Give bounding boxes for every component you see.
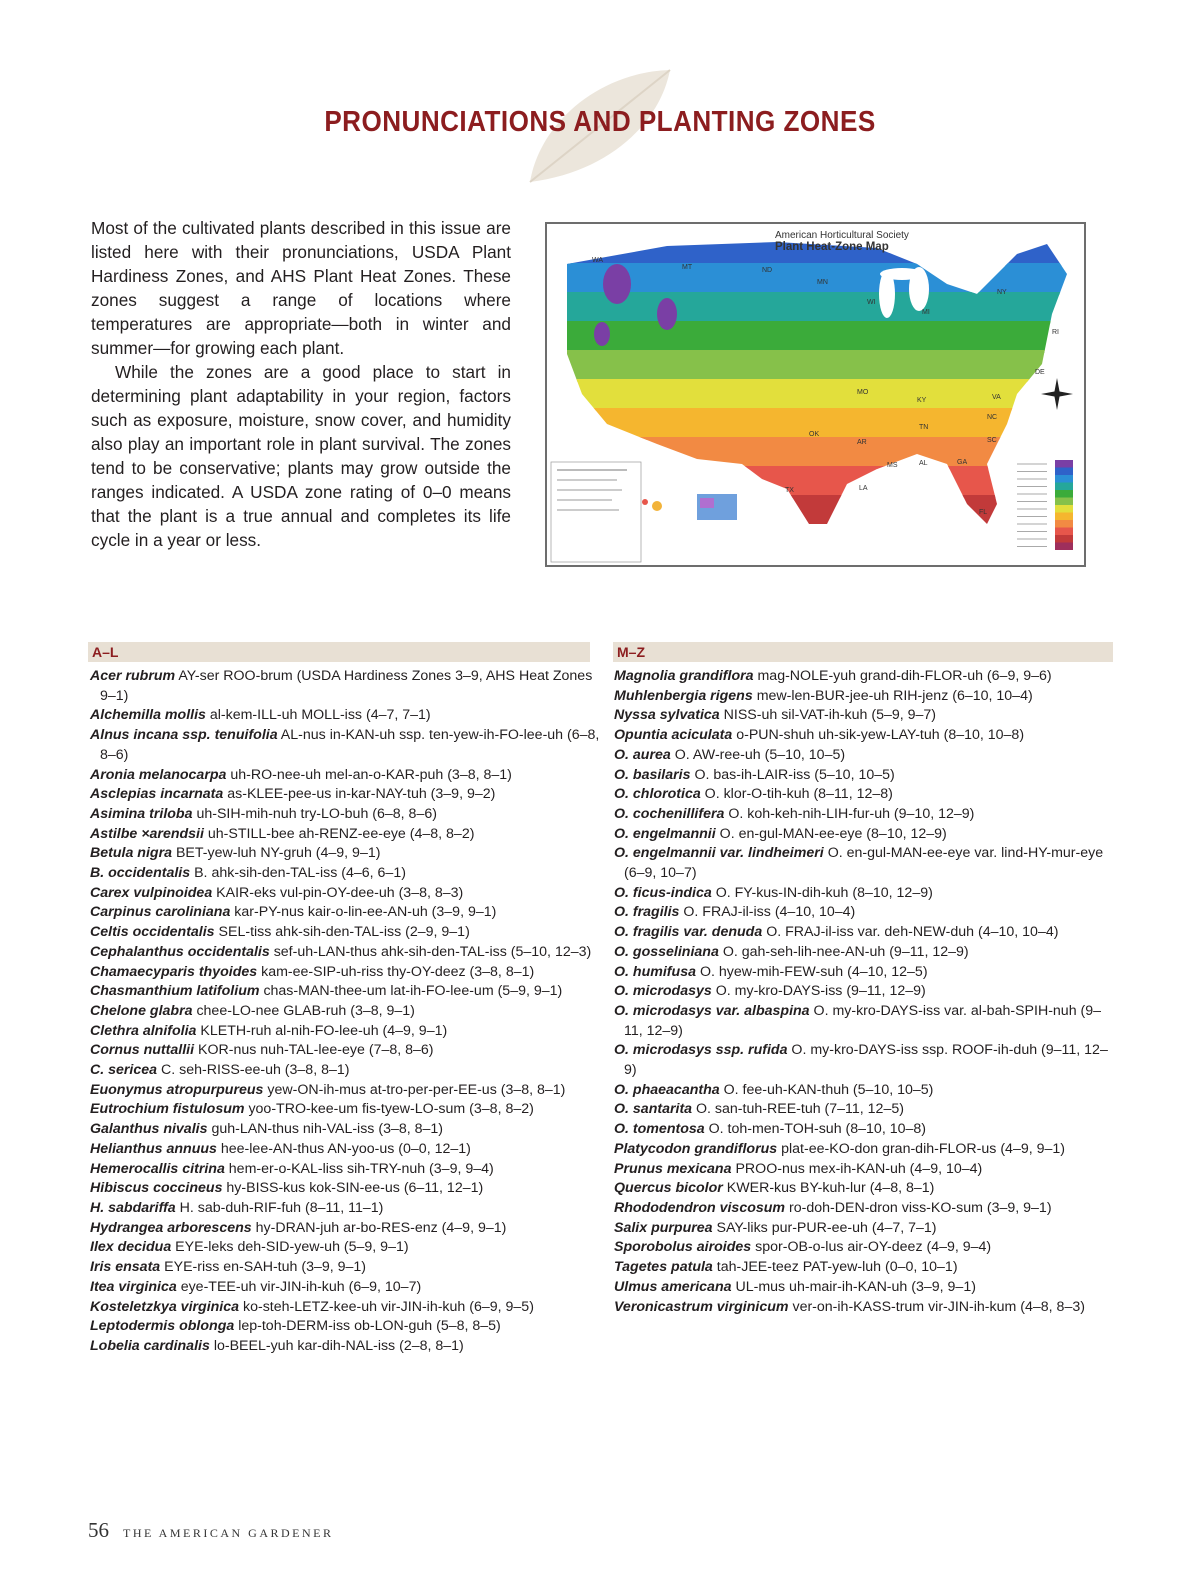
- plant-botanical-name: Eutrochium fistulosum: [90, 1101, 245, 1118]
- plant-pronunciation: hy-DRAN-juh ar-bo-RES-enz (4–9, 9–1): [255, 1219, 507, 1236]
- plant-entry: [614, 1160, 1114, 1180]
- state-label: NY: [997, 289, 1007, 296]
- page-footer: [88, 1518, 334, 1543]
- plant-botanical-name: O. phaeacantha: [614, 1081, 720, 1098]
- legend-swatch: [1055, 535, 1073, 543]
- intro-paragraph-1: Most of the cultivated plants described in this issue are listed here with their pronunciations, USDA Plant Hardiness Zones, and AHS Plant Heat Zones. These zones suggest a range of locations where temperatures are appropriate—both in winter and summer—for growing each plant.: [91, 218, 511, 358]
- state-label: AL: [919, 460, 928, 467]
- plant-entry: [90, 1160, 600, 1180]
- magazine-name: THE AMERICAN GARDENER: [123, 1526, 334, 1540]
- plant-pronunciation: SEL-tiss ahk-sih-den-TAL-iss (2–9, 9–1): [218, 924, 470, 941]
- plant-botanical-name: O. microdasys: [614, 983, 712, 1000]
- state-label: MO: [857, 389, 869, 396]
- plant-pronunciation: al-kem-ILL-uh MOLL-iss (4–7, 7–1): [209, 707, 431, 724]
- plant-pronunciation: ko-steh-LETZ-kee-uh vir-JIN-ih-kuh (6–9, 9–5): [242, 1298, 534, 1315]
- plant-botanical-name: Asclepias incarnata: [90, 786, 224, 803]
- plant-pronunciation: mew-len-BUR-jee-uh RIH-jenz (6–10, 10–4): [756, 687, 1033, 704]
- plant-pronunciation: O. klor-O-tih-kuh (8–11, 12–8): [704, 786, 893, 803]
- plant-entry: [90, 982, 600, 1002]
- plant-entry: [614, 1120, 1114, 1140]
- plant-entry: [90, 1100, 600, 1120]
- plant-entry: [614, 982, 1114, 1002]
- plant-entry: [90, 844, 600, 864]
- plant-entry: [90, 766, 600, 786]
- plant-botanical-name: Alchemilla mollis: [90, 707, 206, 724]
- plant-botanical-name: Quercus bicolor: [614, 1180, 723, 1197]
- plant-entry: [614, 805, 1114, 825]
- plant-botanical-name: Alnus incana ssp. tenuifolia: [90, 727, 278, 744]
- plant-entry: [90, 785, 600, 805]
- zone-band: [547, 379, 1084, 411]
- plant-entry: [614, 687, 1114, 707]
- plant-pronunciation: BET-yew-luh NY-gruh (4–9, 9–1): [175, 845, 381, 862]
- plant-pronunciation: O. fee-uh-KAN-thuh (5–10, 10–5): [723, 1081, 934, 1098]
- heat-zone-map: [545, 222, 1086, 567]
- plant-entry: [614, 766, 1114, 786]
- plant-list-m-z: [614, 667, 1114, 1317]
- plant-entry: [614, 923, 1114, 943]
- plant-entry: [90, 1337, 600, 1357]
- plant-entry: [90, 1140, 600, 1160]
- plant-botanical-name: Carpinus caroliniana: [90, 904, 231, 921]
- state-label: NC: [987, 414, 998, 421]
- plant-botanical-name: B. occidentalis: [90, 865, 191, 882]
- plant-botanical-name: Hemerocallis citrina: [90, 1160, 225, 1177]
- zone-patch: [657, 298, 677, 330]
- plant-entry: [90, 1022, 600, 1042]
- plant-botanical-name: Prunus mexicana: [614, 1160, 732, 1177]
- plant-pronunciation: EYE-riss en-SAH-tuh (3–9, 9–1): [164, 1259, 367, 1276]
- plant-botanical-name: O. microdasys ssp. rufida: [614, 1042, 788, 1059]
- plant-entry: [90, 884, 600, 904]
- plant-entry: [90, 1120, 600, 1140]
- legend-swatch: [1055, 468, 1073, 476]
- plant-pronunciation: O. san-tuh-REE-tuh (7–11, 12–5): [696, 1101, 904, 1118]
- state-label: FL: [979, 509, 988, 516]
- plant-botanical-name: Betula nigra: [90, 845, 172, 862]
- legend-swatch: [1055, 543, 1073, 551]
- plant-botanical-name: O. santarita: [614, 1101, 693, 1118]
- plant-entry: [90, 1041, 600, 1061]
- plant-pronunciation: O. bas-ih-LAIR-iss (5–10, 10–5): [694, 766, 895, 783]
- zone-band: [547, 321, 1084, 353]
- plant-pronunciation: AL-nus in-KAN-uh ssp. ten-yew-ih-FO-lee-uh (6–8, 8–6): [100, 727, 600, 763]
- plant-pronunciation: KLETH-ruh al-nih-FO-lee-uh (4–9, 9–1): [200, 1022, 448, 1039]
- plant-pronunciation: lo-BEEL-yuh kar-dih-NAL-iss (2–8, 8–1): [213, 1337, 464, 1354]
- plant-pronunciation: O. koh-keh-nih-LIH-fur-uh (9–10, 12–9): [728, 805, 975, 822]
- page-title: PRONUNCIATIONS AND PLANTING ZONES: [324, 106, 876, 138]
- state-label: AR: [857, 439, 867, 446]
- intro-text: [91, 216, 511, 552]
- plant-pronunciation: plat-ee-KO-don gran-dih-FLOR-us (4–9, 9–1): [781, 1140, 1066, 1157]
- plant-pronunciation: O. toh-men-TOH-suh (8–10, 10–8): [708, 1121, 926, 1138]
- plant-pronunciation: chas-MAN-thee-um lat-ih-FO-lee-um (5–9, 9–1): [263, 983, 563, 1000]
- plant-entry: [614, 1041, 1114, 1080]
- plant-pronunciation: uh-STILL-bee ah-RENZ-ee-eye (4–8, 8–2): [207, 825, 475, 842]
- map-title: Plant Heat-Zone Map: [775, 241, 889, 253]
- legend-swatch: [1055, 498, 1073, 506]
- section-header-a-l: A–L: [88, 642, 590, 662]
- plant-botanical-name: Nyssa sylvatica: [614, 707, 720, 724]
- plant-list-a-l: [90, 667, 600, 1357]
- plant-entry: [614, 1258, 1114, 1278]
- plant-botanical-name: Opuntia aciculata: [614, 727, 733, 744]
- plant-botanical-name: Clethra alnifolia: [90, 1022, 197, 1039]
- state-label: RI: [1052, 329, 1059, 336]
- page-number: 56: [88, 1518, 109, 1542]
- plant-entry: [90, 825, 600, 845]
- plant-botanical-name: O. aurea: [614, 746, 671, 763]
- plant-entry: [614, 884, 1114, 904]
- state-label: MT: [682, 264, 693, 271]
- plant-entry: [614, 667, 1114, 687]
- plant-pronunciation: SAY-liks pur-PUR-ee-uh (4–7, 7–1): [716, 1219, 937, 1236]
- plant-pronunciation: guh-LAN-thus nih-VAL-iss (3–8, 8–1): [211, 1121, 444, 1138]
- state-label: TN: [919, 424, 929, 431]
- section-header-m-z: M–Z: [613, 642, 1113, 662]
- plant-botanical-name: Lobelia cardinalis: [90, 1337, 210, 1354]
- plant-pronunciation: O. FY-kus-IN-dih-kuh (8–10, 12–9): [715, 884, 933, 901]
- plant-botanical-name: Asimina triloba: [90, 805, 193, 822]
- plant-entry: [90, 923, 600, 943]
- state-label: MS: [887, 462, 898, 469]
- legend-swatch: [1055, 490, 1073, 498]
- heat-zone-map-graphic: [547, 224, 1084, 565]
- plant-botanical-name: Euonymus atropurpureus: [90, 1081, 264, 1098]
- plant-pronunciation: KWER-kus BY-kuh-lur (4–8, 8–1): [726, 1180, 935, 1197]
- plant-botanical-name: Leptodermis oblonga: [90, 1318, 235, 1335]
- zone-patch: [594, 322, 610, 346]
- state-label: LA: [859, 485, 868, 492]
- plant-pronunciation: yew-ON-ih-mus at-tro-per-per-EE-us (3–8, 8–1): [267, 1081, 566, 1098]
- plant-pronunciation: H. sab-duh-RIF-fuh (8–11, 11–1): [179, 1199, 384, 1216]
- plant-botanical-name: Chasmanthium latifolium: [90, 983, 260, 1000]
- plant-entry: [90, 667, 600, 706]
- state-label: DE: [1035, 369, 1045, 376]
- state-label: MN: [817, 279, 828, 286]
- plant-botanical-name: O. engelmannii var. lindheimeri: [614, 845, 824, 862]
- plant-botanical-name: Ulmus americana: [614, 1278, 732, 1295]
- plant-botanical-name: Ilex decidua: [90, 1239, 172, 1256]
- plant-entry: [90, 1179, 600, 1199]
- plant-entry: [90, 1219, 600, 1239]
- plant-pronunciation: O. AW-ree-uh (5–10, 10–5): [674, 746, 846, 763]
- plant-botanical-name: Sporobolus airoides: [614, 1239, 752, 1256]
- intro-paragraph-2: While the zones are a good place to start in determining plant adaptability in your region, factors such as exposure, moisture, snow cover, and humidity also play an important role in plant survival. The zones tend to be conservative; plants may grow outside the ranges indicated. A USDA zone rating of 0–0 means that the plant is a true annual and completes its life cycle in a year or less.: [91, 362, 511, 550]
- plant-pronunciation: kam-ee-SIP-uh-riss thy-OY-deez (3–8, 8–1): [261, 963, 535, 980]
- plant-botanical-name: O. engelmannii: [614, 825, 716, 842]
- plant-botanical-name: Salix purpurea: [614, 1219, 713, 1236]
- plant-pronunciation: chee-LO-nee GLAB-ruh (3–8, 9–1): [196, 1002, 415, 1019]
- plant-pronunciation: B. ahk-sih-den-TAL-iss (4–6, 6–1): [194, 865, 406, 882]
- plant-entry: [614, 1100, 1114, 1120]
- plant-pronunciation: KAIR-eks vul-pin-OY-dee-uh (3–8, 8–3): [216, 884, 464, 901]
- hawaii-inset: [652, 501, 662, 511]
- state-label: VA: [992, 394, 1001, 401]
- plant-entry: [614, 1081, 1114, 1101]
- plant-entry: [614, 706, 1114, 726]
- plant-entry: [90, 1061, 600, 1081]
- plant-botanical-name: Magnolia grandiflora: [614, 668, 754, 684]
- plant-botanical-name: O. fragilis var. denuda: [614, 924, 763, 941]
- plant-botanical-name: O. chlorotica: [614, 786, 701, 803]
- plant-pronunciation: KOR-nus nuh-TAL-lee-eye (7–8, 8–6): [198, 1042, 434, 1059]
- plant-entry: [614, 1179, 1114, 1199]
- state-label: MI: [922, 309, 930, 316]
- state-label: TX: [785, 487, 794, 494]
- plant-botanical-name: O. fragilis: [614, 904, 680, 921]
- lake: [880, 268, 924, 280]
- state-label: WA: [592, 257, 604, 264]
- plant-pronunciation: tah-JEE-teez PAT-yew-luh (0–0, 10–1): [716, 1259, 958, 1276]
- plant-entry: [90, 1278, 600, 1298]
- plant-botanical-name: O. cochenillifera: [614, 805, 725, 822]
- state-label: SC: [987, 437, 997, 444]
- plant-botanical-name: Cornus nuttallii: [90, 1042, 195, 1059]
- legend-swatch: [1055, 513, 1073, 521]
- plant-pronunciation: ver-on-ih-KASS-trum vir-JIN-ih-kum (4–8, 8–3): [792, 1298, 1085, 1315]
- plant-entry: [614, 1140, 1114, 1160]
- plant-pronunciation: spor-OB-o-lus air-OY-deez (4–9, 9–4): [755, 1239, 992, 1256]
- plant-entry: [614, 726, 1114, 746]
- plant-botanical-name: O. gosseliniana: [614, 943, 719, 960]
- legend-swatch: [1055, 460, 1073, 468]
- plant-entry: [614, 844, 1114, 883]
- plant-botanical-name: Hydrangea arborescens: [90, 1219, 252, 1236]
- plant-entry: [90, 1081, 600, 1101]
- plant-pronunciation: UL-mus uh-mair-ih-KAN-uh (3–9, 9–1): [735, 1278, 976, 1295]
- plant-botanical-name: Hibiscus coccineus: [90, 1180, 223, 1197]
- plant-pronunciation: yoo-TRO-kee-um fis-tyew-LO-sum (3–8, 8–2): [248, 1101, 534, 1118]
- plant-entry: [90, 805, 600, 825]
- plant-entry: [614, 746, 1114, 766]
- plant-pronunciation: uh-SIH-mih-nuh try-LO-buh (6–8, 8–6): [196, 805, 437, 822]
- zone-band: [547, 350, 1084, 382]
- plant-botanical-name: Chamaecyparis thyoides: [90, 963, 258, 980]
- plant-entry: [90, 706, 600, 726]
- plant-botanical-name: O. tomentosa: [614, 1121, 705, 1138]
- plant-pronunciation: uh-RO-nee-uh mel-an-o-KAR-puh (3–8, 8–1): [230, 766, 512, 783]
- plant-pronunciation: O. FRAJ-il-iss var. deh-NEW-duh (4–10, 10–4): [766, 924, 1059, 941]
- plant-entry: [90, 1258, 600, 1278]
- plant-pronunciation: O. en-gul-MAN-ee-eye (8–10, 12–9): [719, 825, 947, 842]
- plant-botanical-name: Itea virginica: [90, 1278, 177, 1295]
- plant-entry: [614, 1278, 1114, 1298]
- plant-botanical-name: Astilbe ×arendsii: [90, 825, 204, 842]
- plant-botanical-name: Helianthus annuus: [90, 1140, 217, 1157]
- plant-botanical-name: Rhododendron viscosum: [614, 1199, 786, 1216]
- state-label: OK: [809, 431, 820, 438]
- plant-botanical-name: O. humifusa: [614, 963, 696, 980]
- plant-botanical-name: Cephalanthus occidentalis: [90, 943, 270, 960]
- plant-pronunciation: ro-doh-DEN-dron viss-KO-sum (3–9, 9–1): [789, 1199, 1052, 1216]
- plant-pronunciation: AY-ser ROO-brum (USDA Hardiness Zones 3–9, AHS Heat Zones 9–1): [100, 668, 593, 704]
- plant-entry: [90, 963, 600, 983]
- plant-entry: [614, 943, 1114, 963]
- plant-botanical-name: Celtis occidentalis: [90, 924, 215, 941]
- plant-pronunciation: O. my-kro-DAYS-iss (9–11, 12–9): [715, 983, 926, 1000]
- legend-swatch: [1055, 475, 1073, 483]
- plant-pronunciation: O. en-gul-MAN-ee-eye var. lind-HY-mur-eye (6–9, 10–7): [624, 845, 1104, 882]
- legend-swatch: [1055, 520, 1073, 528]
- plant-botanical-name: O. ficus-indica: [614, 884, 712, 901]
- plant-pronunciation: lep-toh-DERM-iss ob-LON-guh (5–8, 8–5): [238, 1318, 501, 1335]
- plant-entry: [90, 903, 600, 923]
- plant-pronunciation: kar-PY-nus kair-o-lin-ee-AN-uh (3–9, 9–1): [234, 904, 497, 921]
- plant-botanical-name: Platycodon grandiflorus: [614, 1140, 778, 1157]
- plant-pronunciation: O. FRAJ-il-iss (4–10, 10–4): [683, 904, 856, 921]
- plant-botanical-name: Chelone glabra: [90, 1002, 193, 1019]
- plant-pronunciation: o-PUN-shuh uh-sik-yew-LAY-tuh (8–10, 10–8): [736, 727, 1025, 744]
- plant-entry: [614, 1199, 1114, 1219]
- plant-entry: [90, 864, 600, 884]
- state-label: ND: [762, 267, 773, 274]
- plant-entry: [90, 726, 600, 765]
- plant-botanical-name: Carex vulpinoidea: [90, 884, 213, 901]
- plant-entry: [90, 1238, 600, 1258]
- zone-patch: [603, 264, 631, 304]
- plant-pronunciation: O. gah-seh-lih-nee-AN-uh (9–11, 12–9): [722, 943, 969, 960]
- legend-swatch: [1055, 505, 1073, 513]
- plant-entry: [614, 1238, 1114, 1258]
- plant-entry: [90, 1317, 600, 1337]
- plant-pronunciation: hy-BISS-kus kok-SIN-ee-us (6–11, 12–1): [226, 1180, 484, 1197]
- plant-botanical-name: Muhlenbergia rigens: [614, 687, 753, 704]
- plant-botanical-name: Acer rubrum: [90, 668, 176, 684]
- plant-botanical-name: O. basilaris: [614, 766, 691, 783]
- plant-pronunciation: eye-TEE-uh vir-JIN-ih-kuh (6–9, 10–7): [180, 1278, 422, 1295]
- plant-entry: [614, 903, 1114, 923]
- map-publisher: American Horticultural Society: [775, 230, 909, 241]
- plant-botanical-name: C. sericea: [90, 1062, 158, 1079]
- plant-entry: [614, 825, 1114, 845]
- plant-entry: [90, 943, 600, 963]
- plant-pronunciation: EYE-leks deh-SID-yew-uh (5–9, 9–1): [175, 1239, 409, 1256]
- plant-entry: [614, 963, 1114, 983]
- plant-pronunciation: hee-lee-AN-thus AN-yoo-us (0–0, 12–1): [220, 1140, 471, 1157]
- plant-entry: [614, 1298, 1114, 1318]
- plant-botanical-name: Veronicastrum virginicum: [614, 1298, 789, 1315]
- plant-entry: [90, 1298, 600, 1318]
- plant-botanical-name: Aronia melanocarpa: [90, 766, 227, 783]
- plant-pronunciation: O. hyew-mih-FEW-suh (4–10, 12–5): [699, 963, 928, 980]
- plant-pronunciation: PROO-nus mex-ih-KAN-uh (4–9, 10–4): [735, 1160, 983, 1177]
- plant-entry: [90, 1199, 600, 1219]
- plant-botanical-name: O. microdasys var. albaspina: [614, 1002, 810, 1019]
- legend-swatch: [1055, 483, 1073, 491]
- plant-botanical-name: H. sabdariffa: [90, 1199, 176, 1216]
- plant-entry: [90, 1002, 600, 1022]
- plant-pronunciation: sef-uh-LAN-thus ahk-sih-den-TAL-iss (5–10, 12–3): [273, 943, 592, 960]
- plant-pronunciation: O. my-kro-DAYS-iss ssp. ROOF-ih-duh (9–11, 12–9): [624, 1042, 1108, 1079]
- plant-pronunciation: as-KLEE-pee-us in-kar-NAY-tuh (3–9, 9–2): [227, 786, 496, 803]
- plant-entry: [614, 785, 1114, 805]
- legend-swatch: [1055, 528, 1073, 536]
- state-label: KY: [917, 397, 927, 404]
- plant-entry: [614, 1002, 1114, 1041]
- plant-pronunciation: C. seh-RISS-ee-uh (3–8, 8–1): [161, 1062, 350, 1079]
- plant-pronunciation: mag-NOLE-yuh grand-dih-FLOR-uh (6–9, 9–6): [757, 668, 1052, 684]
- plant-entry: [614, 1219, 1114, 1239]
- state-label: WI: [867, 299, 876, 306]
- plant-botanical-name: Galanthus nivalis: [90, 1121, 208, 1138]
- plant-pronunciation: hem-er-o-KAL-liss sih-TRY-nuh (3–9, 9–4): [228, 1160, 494, 1177]
- plant-pronunciation: O. my-kro-DAYS-iss var. al-bah-SPIH-nuh (9–11, 12–9): [624, 1002, 1102, 1039]
- plant-botanical-name: Iris ensata: [90, 1259, 161, 1276]
- plant-botanical-name: Kosteletzkya virginica: [90, 1298, 240, 1315]
- plant-pronunciation: NISS-uh sil-VAT-ih-kuh (5–9, 9–7): [723, 707, 937, 724]
- state-label: GA: [957, 459, 968, 466]
- plant-botanical-name: Tagetes patula: [614, 1259, 713, 1276]
